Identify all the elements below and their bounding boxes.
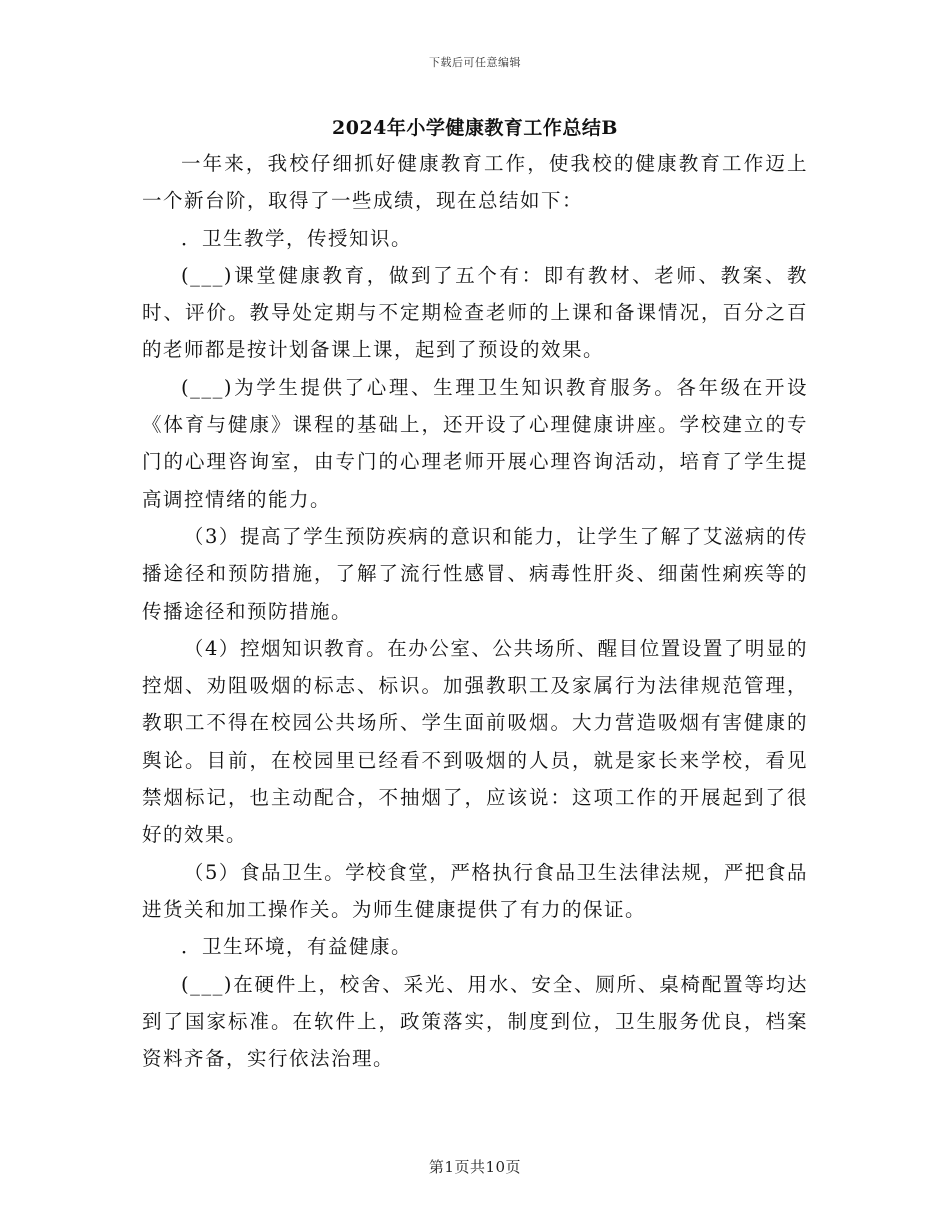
paragraph-smoking-control: （4）控烟知识教育。在办公室、公共场所、醒目位置设置了明显的控烟、劝阻吸烟的标志、标识。加强教职工及家属行为法律规范管理，教职工不得在校园公共场所、学生面前吸烟。大力营造吸烟有害健康的舆论。目前，在校园里已经看不到吸烟的人员，就是家长来学校，看见禁烟标记，也主动配合，不抽烟了，应该说：这项工作的开展起到了很好的效果。 (142, 636, 808, 847)
section-heading-hygiene-teaching: ．卫生教学，传授知识。 (181, 226, 413, 250)
paragraph-disease-prevention: （3）提高了学生预防疾病的意识和能力，让学生了解了艾滋病的传播途径和预防措施，了解了流行性感冒、病毒性肝炎、细菌性痢疾等的传播途径和预防措施。 (142, 524, 808, 623)
paragraph-intro: 一年来，我校仔细抓好健康教育工作，使我校的健康教育工作迈上一个新台阶，取得了一些成绩，现在总结如下： (142, 152, 808, 213)
paragraph-psychology-service: (___)为学生提供了心理、生理卫生知识教育服务。各年级在开设《体育与健康》课程的基础上，还开设了心理健康讲座。学校建立的专门的心理咨询室，由专门的心理老师开展心理咨询活动，培育了学生提高调控情绪的能力。 (142, 375, 808, 511)
section-heading-hygiene-environment: ．卫生环境，有益健康。 (181, 935, 413, 959)
paragraph-hardware-software: (___)在硬件上，校舍、采光、用水、安全、厕所、桌椅配置等均达到了国家标准。在软件上，政策落实，制度到位，卫生服务优良，档案资料齐备，实行依法治理。 (142, 972, 808, 1071)
paragraph-food-hygiene: （5）食品卫生。学校食堂，严格执行食品卫生法律法规，严把食品进货关和加工操作关。为师生健康提供了有力的保证。 (142, 860, 808, 921)
document-body (142, 145, 808, 1077)
page-number-footer: 第1页共10页 (428, 1158, 522, 1176)
paragraph-classroom-education: (___)课堂健康教育，做到了五个有：即有教材、老师、教案、教时、评价。教导处定期与不定期检查老师的上课和备课情况，百分之百的老师都是按计划备课上课，起到了预设的效果。 (142, 263, 808, 362)
page-header-note: 下载后可任意编辑 (429, 56, 521, 69)
document-title: 2024年小学健康教育工作总结B (332, 117, 618, 139)
